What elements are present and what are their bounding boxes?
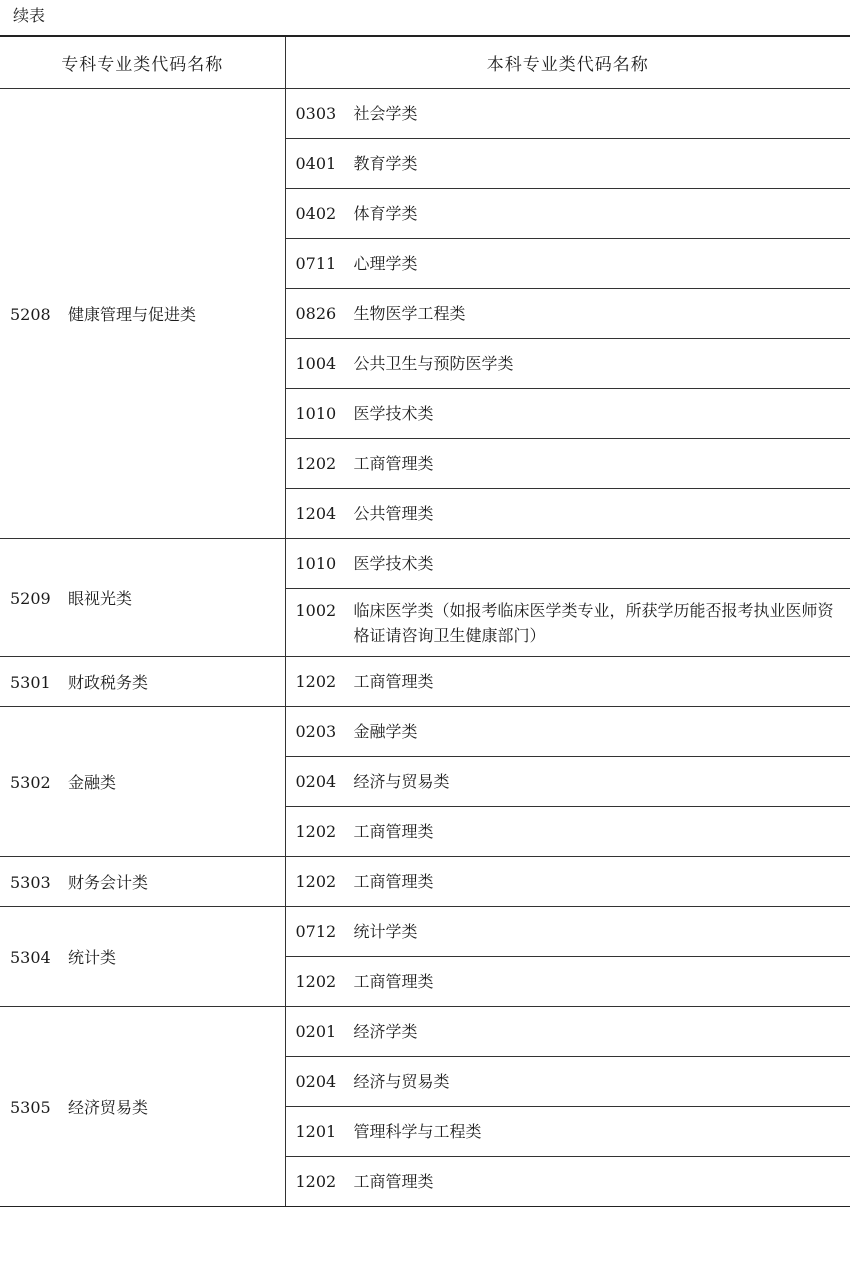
major-code: 0712 xyxy=(295,922,337,941)
undergraduate-cell xyxy=(285,589,850,657)
major-name: 心理学类 xyxy=(353,254,418,273)
major-name: 医学技术类 xyxy=(353,404,434,423)
major-code: 1202 xyxy=(295,822,337,841)
major-code: 0203 xyxy=(295,722,337,741)
undergraduate-cell xyxy=(285,707,850,757)
specialty-code: 5304 xyxy=(10,948,51,967)
major-code: 1202 xyxy=(295,672,337,691)
major-name: 工商管理类 xyxy=(353,672,434,691)
major-name: 经济与贸易类 xyxy=(353,772,450,791)
major-name: 教育学类 xyxy=(353,154,418,173)
major-name: 体育学类 xyxy=(353,204,418,223)
specialty-code: 5208 xyxy=(10,305,51,324)
major-code: 1202 xyxy=(295,454,337,473)
specialty-code: 5301 xyxy=(10,673,51,692)
table-row xyxy=(0,707,850,757)
undergraduate-cell xyxy=(285,907,850,957)
major-name: 公共管理类 xyxy=(353,504,434,523)
specialty-code: 5303 xyxy=(10,873,51,892)
undergraduate-cell xyxy=(285,1107,850,1157)
major-code: 1004 xyxy=(295,354,337,373)
major-name: 经济学类 xyxy=(353,1022,418,1041)
specialty-code: 5209 xyxy=(10,589,51,608)
header-row xyxy=(0,36,850,89)
specialty-cell xyxy=(0,1007,285,1207)
undergraduate-cell xyxy=(285,339,850,389)
major-code: 0204 xyxy=(295,772,337,791)
undergraduate-cell xyxy=(285,489,850,539)
specialty-name: 财政税务类 xyxy=(68,673,149,692)
undergraduate-cell xyxy=(285,389,850,439)
specialty-name: 经济贸易类 xyxy=(68,1098,149,1117)
specialty-name: 统计类 xyxy=(68,948,117,967)
major-name: 医学技术类 xyxy=(353,554,434,573)
continued-label: 续表 xyxy=(13,6,46,25)
specialty-cell xyxy=(0,707,285,857)
major-name: 工商管理类 xyxy=(353,972,434,991)
specialty-name: 健康管理与促进类 xyxy=(68,305,197,324)
table-row xyxy=(0,1007,850,1057)
undergraduate-cell xyxy=(285,1157,850,1207)
undergraduate-cell xyxy=(285,89,850,139)
major-code: 1202 xyxy=(295,872,337,891)
major-code: 1010 xyxy=(295,554,337,573)
major-name: 公共卫生与预防医学类 xyxy=(353,354,514,373)
major-mapping-table xyxy=(0,35,850,1207)
major-code: 0826 xyxy=(295,304,337,323)
major-name: 临床医学类（如报考临床医学类专业，所获学历能否报考执业医师资格证请咨询卫生健康部门） xyxy=(353,600,834,645)
major-name: 统计学类 xyxy=(353,922,418,941)
major-name: 生物医学工程类 xyxy=(353,304,466,323)
undergraduate-cell xyxy=(285,189,850,239)
specialty-code: 5302 xyxy=(10,773,51,792)
table-row xyxy=(0,657,850,707)
specialty-name: 金融类 xyxy=(68,773,117,792)
major-code: 0204 xyxy=(295,1072,337,1091)
major-code: 0401 xyxy=(295,154,337,173)
undergraduate-cell xyxy=(285,239,850,289)
major-code: 0711 xyxy=(295,254,337,273)
specialty-cell xyxy=(0,857,285,907)
major-name: 工商管理类 xyxy=(353,1172,434,1191)
undergraduate-cell xyxy=(285,1007,850,1057)
major-name: 工商管理类 xyxy=(353,872,434,891)
specialty-cell xyxy=(0,907,285,1007)
major-name: 金融学类 xyxy=(353,722,418,741)
specialty-cell xyxy=(0,539,285,657)
undergraduate-cell xyxy=(285,539,850,589)
table-row xyxy=(0,89,850,139)
major-name: 工商管理类 xyxy=(353,454,434,473)
major-name: 经济与贸易类 xyxy=(353,1072,450,1091)
major-code: 0201 xyxy=(295,1022,337,1041)
header-specialty: 专科专业类代码名称 xyxy=(0,36,285,89)
specialty-code: 5305 xyxy=(10,1098,51,1117)
undergraduate-cell xyxy=(285,1057,850,1107)
specialty-name: 眼视光类 xyxy=(68,589,133,608)
undergraduate-cell xyxy=(285,957,850,1007)
header-undergraduate: 本科专业类代码名称 xyxy=(285,36,850,89)
undergraduate-cell xyxy=(285,439,850,489)
major-code: 1201 xyxy=(295,1122,337,1141)
major-code: 1202 xyxy=(295,1172,337,1191)
table-body xyxy=(0,89,850,1207)
undergraduate-cell xyxy=(285,807,850,857)
undergraduate-cell xyxy=(285,139,850,189)
specialty-cell xyxy=(0,657,285,707)
major-name: 管理科学与工程类 xyxy=(353,1122,482,1141)
table-row xyxy=(0,907,850,957)
major-code: 0402 xyxy=(295,204,337,223)
major-code: 1202 xyxy=(295,972,337,991)
undergraduate-cell xyxy=(285,289,850,339)
specialty-cell xyxy=(0,89,285,539)
major-code: 0303 xyxy=(295,104,337,123)
major-code: 1010 xyxy=(295,404,337,423)
undergraduate-cell xyxy=(285,657,850,707)
major-code: 1002 xyxy=(295,600,337,620)
table-row xyxy=(0,857,850,907)
major-code: 1204 xyxy=(295,504,337,523)
major-name: 社会学类 xyxy=(353,104,418,123)
undergraduate-cell xyxy=(285,757,850,807)
specialty-name: 财务会计类 xyxy=(68,873,149,892)
undergraduate-cell xyxy=(285,857,850,907)
major-name: 工商管理类 xyxy=(353,822,434,841)
table-row xyxy=(0,539,850,589)
